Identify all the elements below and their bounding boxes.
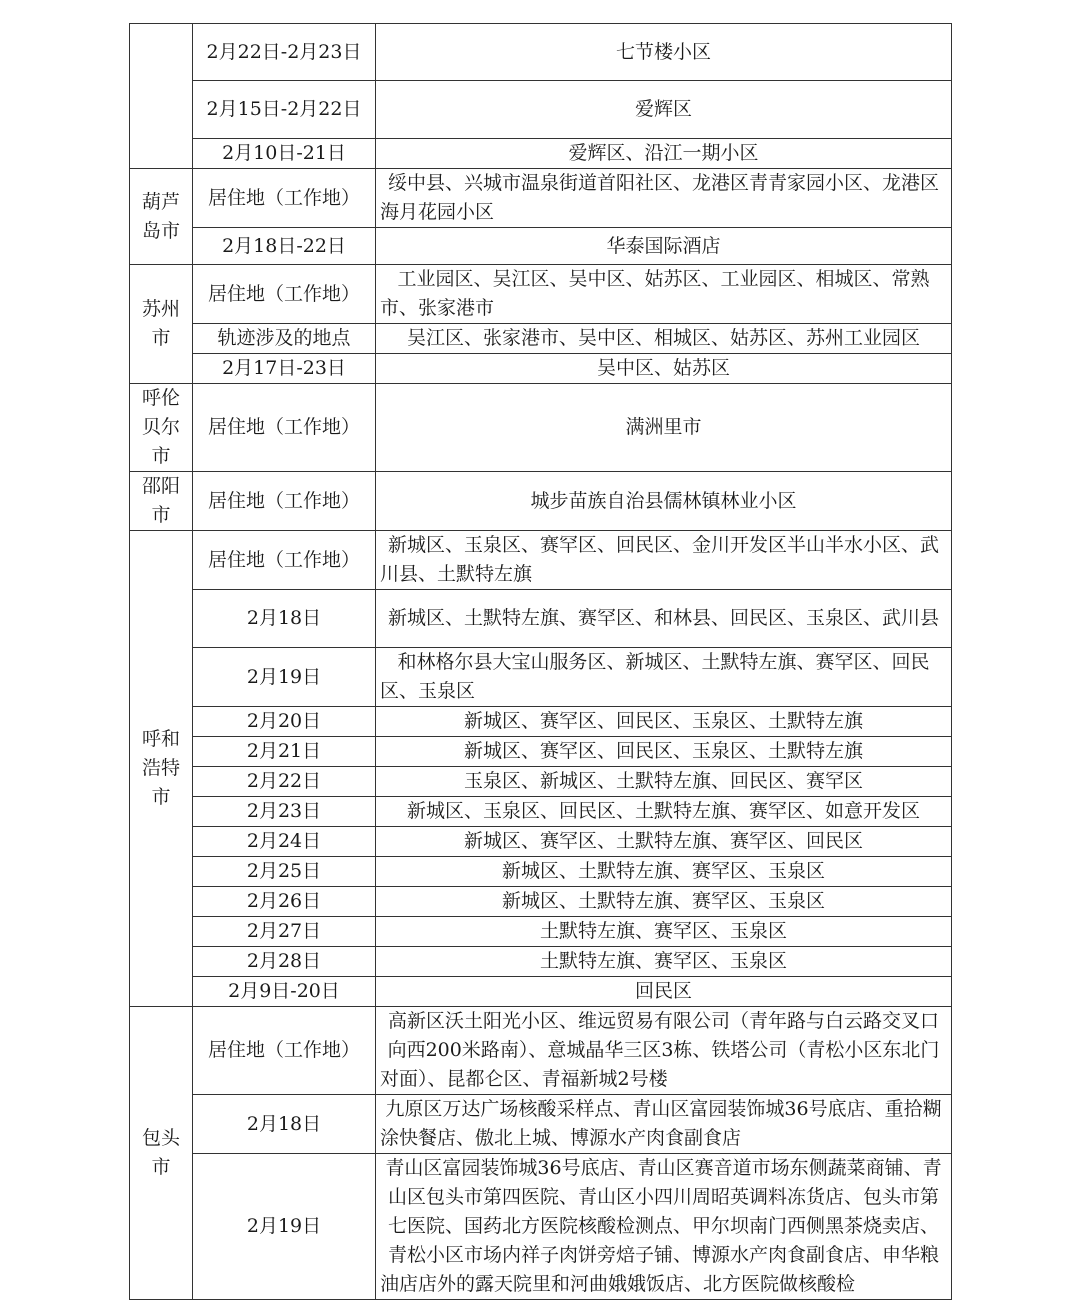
places-cell: 绥中县、兴城市温泉街道首阳社区、龙港区青青家园小区、龙港区海月花园小区 <box>376 169 952 228</box>
table-row <box>130 707 952 737</box>
places-cell: 新城区、土默特左旗、赛罕区、玉泉区 <box>376 857 952 887</box>
table-row <box>130 797 952 827</box>
city-cell-shaoyang: 邵阳市 <box>130 472 193 531</box>
places-cell: 新城区、赛罕区、回民区、玉泉区、土默特左旗 <box>376 737 952 767</box>
places-cell: 爱辉区 <box>376 81 952 139</box>
date-cell: 2月24日 <box>193 827 376 857</box>
table-row <box>130 1007 952 1095</box>
places-cell: 新城区、赛罕区、土默特左旗、赛罕区、回民区 <box>376 827 952 857</box>
date-cell: 2月22日 <box>193 767 376 797</box>
table-row <box>130 1154 952 1300</box>
table-row <box>130 265 952 324</box>
table-row <box>130 590 952 648</box>
places-cell: 工业园区、吴江区、吴中区、姑苏区、工业园区、相城区、常熟市、张家港市 <box>376 265 952 324</box>
date-cell: 2月9日-20日 <box>193 977 376 1007</box>
date-cell: 2月23日 <box>193 797 376 827</box>
places-cell: 七节楼小区 <box>376 24 952 81</box>
date-cell: 2月27日 <box>193 917 376 947</box>
date-cell: 2月20日 <box>193 707 376 737</box>
table-row <box>130 228 952 265</box>
places-cell: 新城区、玉泉区、回民区、土默特左旗、赛罕区、如意开发区 <box>376 797 952 827</box>
places-cell: 华泰国际酒店 <box>376 228 952 265</box>
table-row <box>130 531 952 590</box>
table-row <box>130 1095 952 1154</box>
table-row <box>130 887 952 917</box>
places-cell: 回民区 <box>376 977 952 1007</box>
places-cell: 青山区富园装饰城36号底店、青山区赛音道市场东侧蔬菜商铺、青山区包头市第四医院、青山区小四川周昭英调料冻货店、包头市第七医院、国药北方医院核酸检测点、甲尔坝南门西侧黑茶烧卖店、青松小区市场内祥子肉饼旁焙子铺、博源水产肉食副食店、申华粮油店店外的露天院里和河曲娥娥饭店、北方医院做核酸检 <box>376 1154 952 1300</box>
city-cell-suzhou: 苏州市 <box>130 265 193 384</box>
date-cell: 2月28日 <box>193 947 376 977</box>
date-cell: 2月18日 <box>193 1095 376 1154</box>
table-row <box>130 354 952 384</box>
date-cell: 居住地（工作地） <box>193 531 376 590</box>
places-cell: 新城区、土默特左旗、赛罕区、玉泉区 <box>376 887 952 917</box>
places-cell: 满洲里市 <box>376 384 952 472</box>
places-cell: 和林格尔县大宝山服务区、新城区、土默特左旗、赛罕区、回民区、玉泉区 <box>376 648 952 707</box>
city-cell-blank <box>130 24 193 169</box>
places-cell: 爱辉区、沿江一期小区 <box>376 139 952 169</box>
date-cell: 2月15日-2月22日 <box>193 81 376 139</box>
table-row <box>130 857 952 887</box>
places-cell: 高新区沃土阳光小区、维远贸易有限公司（青年路与白云路交叉口向西200米路南）、意城晶华三区3栋、铁塔公司（青松小区东北门对面）、昆都仑区、青福新城2号楼 <box>376 1007 952 1095</box>
table-row <box>130 648 952 707</box>
table-row <box>130 324 952 354</box>
places-cell: 土默特左旗、赛罕区、玉泉区 <box>376 917 952 947</box>
date-cell: 居住地（工作地） <box>193 1007 376 1095</box>
table-row <box>130 947 952 977</box>
places-cell: 城步苗族自治县儒林镇林业小区 <box>376 472 952 531</box>
table-row <box>130 767 952 797</box>
date-cell: 2月26日 <box>193 887 376 917</box>
places-cell: 新城区、土默特左旗、赛罕区、和林县、回民区、玉泉区、武川县 <box>376 590 952 648</box>
date-cell: 2月10日-21日 <box>193 139 376 169</box>
date-cell: 居住地（工作地） <box>193 265 376 324</box>
places-cell: 新城区、玉泉区、赛罕区、回民区、金川开发区半山半水小区、武川县、土默特左旗 <box>376 531 952 590</box>
places-cell: 九原区万达广场核酸采样点、青山区富园装饰城36号底店、重拾糊涂快餐店、傲北上城、博源水产肉食副食店 <box>376 1095 952 1154</box>
city-cell-hulunbuir: 呼伦贝尔市 <box>130 384 193 472</box>
table-row <box>130 827 952 857</box>
table-row <box>130 977 952 1007</box>
table-row <box>130 169 952 228</box>
date-cell: 2月18日 <box>193 590 376 648</box>
date-cell: 2月17日-23日 <box>193 354 376 384</box>
date-cell: 居住地（工作地） <box>193 472 376 531</box>
table-row <box>130 917 952 947</box>
date-cell: 2月19日 <box>193 648 376 707</box>
places-cell: 新城区、赛罕区、回民区、玉泉区、土默特左旗 <box>376 707 952 737</box>
table-row <box>130 81 952 139</box>
date-cell: 2月19日 <box>193 1154 376 1300</box>
date-cell: 居住地（工作地） <box>193 384 376 472</box>
table-row <box>130 384 952 472</box>
places-cell: 吴江区、张家港市、吴中区、相城区、姑苏区、苏州工业园区 <box>376 324 952 354</box>
places-cell: 玉泉区、新城区、土默特左旗、回民区、赛罕区 <box>376 767 952 797</box>
places-cell: 吴中区、姑苏区 <box>376 354 952 384</box>
date-cell: 轨迹涉及的地点 <box>193 324 376 354</box>
date-cell: 居住地（工作地） <box>193 169 376 228</box>
date-cell: 2月18日-22日 <box>193 228 376 265</box>
table-row <box>130 472 952 531</box>
table-row <box>130 24 952 81</box>
table-row <box>130 139 952 169</box>
date-cell: 2月22日-2月23日 <box>193 24 376 81</box>
places-cell: 土默特左旗、赛罕区、玉泉区 <box>376 947 952 977</box>
epidemic-locations-table <box>129 23 952 1300</box>
date-cell: 2月25日 <box>193 857 376 887</box>
city-cell-huludao: 葫芦岛市 <box>130 169 193 265</box>
date-cell: 2月21日 <box>193 737 376 767</box>
table-row <box>130 737 952 767</box>
city-cell-baotou: 包头市 <box>130 1007 193 1300</box>
city-cell-hohhot: 呼和浩特市 <box>130 531 193 1007</box>
